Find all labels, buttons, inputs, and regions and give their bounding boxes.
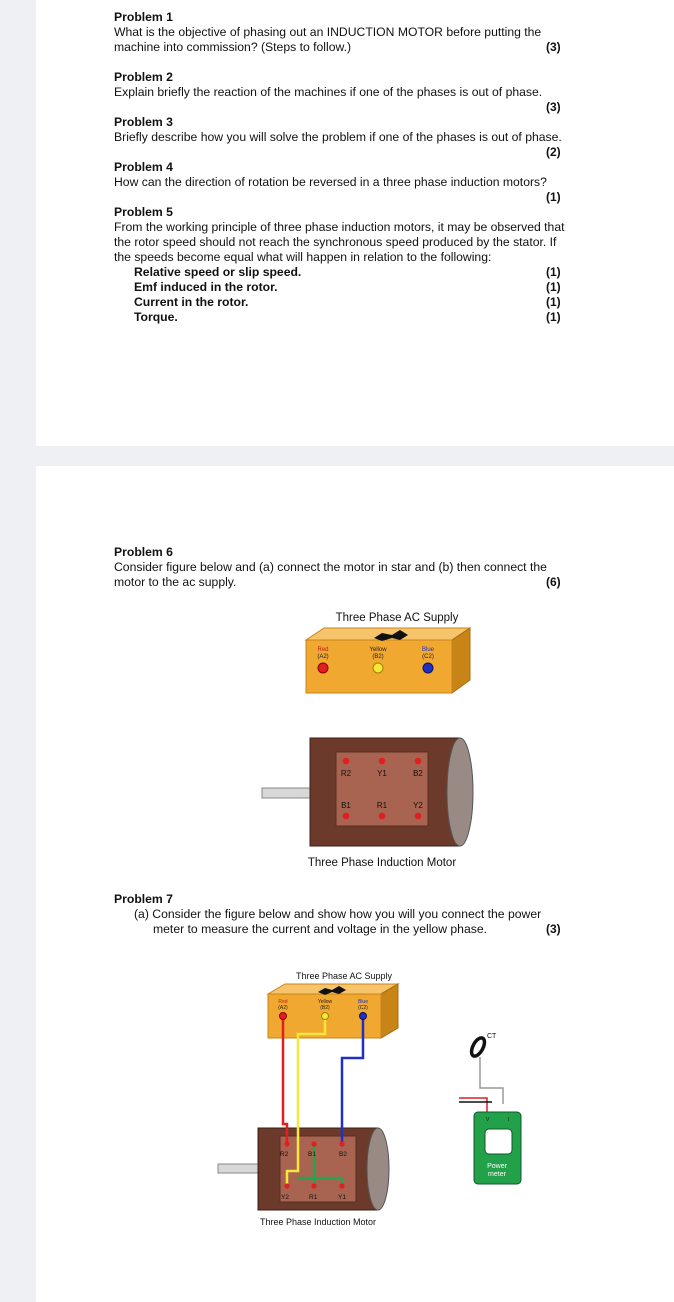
fig2-terminal-y1-dot (339, 1183, 344, 1188)
fig2-terminal-r2-dot (284, 1141, 289, 1146)
problem-3-marks: (2) (546, 145, 561, 159)
fig1-terminal-y2-dot (415, 813, 422, 820)
fig1-terminal-b1: B1 (341, 801, 351, 810)
document-page-2 (36, 466, 674, 1302)
problem-4-title: Problem 4 (114, 160, 173, 174)
fig2-meter-v-label: V (486, 1117, 490, 1123)
problem-5-item-4-marks: (1) (546, 310, 561, 324)
problem-5-item-3-marks: (1) (546, 295, 561, 309)
problem-3-title: Problem 3 (114, 115, 173, 129)
fig2-red-code: (A2) (278, 1005, 288, 1011)
fig1-terminal-y1: Y1 (377, 769, 387, 778)
fig2-blue-terminal (360, 1013, 367, 1020)
problem-4-marks: (1) (546, 190, 561, 204)
problem-6-title: Problem 6 (114, 545, 173, 559)
problem-4-text: How can the direction of rotation be reversed in a three phase induction motors? (114, 175, 547, 189)
problem-5-title: Problem 5 (114, 205, 173, 219)
fig2-terminal-box (280, 1136, 356, 1202)
fig2-terminal-b2-dot (339, 1141, 344, 1146)
figure-1-diagram (36, 466, 674, 886)
fig2-red-terminal (280, 1013, 287, 1020)
fig2-ct-clamp-icon (469, 1036, 487, 1058)
problem-1-text-line-1: What is the objective of phasing out an INDUCTION MOTOR before putting the (114, 25, 542, 39)
fig2-supply-box-top (268, 984, 398, 994)
fig1-blue-code: (C2) (422, 654, 434, 660)
fig2-terminal-r2: R2 (280, 1151, 289, 1158)
fig2-ct-label: CT (487, 1033, 497, 1040)
fig1-supply-box-side (452, 628, 470, 693)
fig2-supply-title: Three Phase AC Supply (295, 971, 393, 981)
fig2-terminal-y1: Y1 (338, 1194, 346, 1201)
fig2-meter-i-label: I (508, 1117, 510, 1123)
problem-2-marks: (3) (546, 100, 561, 114)
fig2-terminal-b1: B1 (308, 1151, 316, 1158)
fig1-yellow-label: Yellow (369, 647, 387, 653)
problem-1-marks: (3) (546, 40, 561, 54)
figure-2-diagram (36, 946, 674, 1236)
fig1-red-code: (A2) (317, 654, 329, 660)
problem-3-text: Briefly describe how you will solve the problem if one of the phases is out of phase. (114, 130, 562, 144)
fig2-yellow-code: (B2) (320, 1005, 330, 1011)
problem-5-item-3: Current in the rotor. (134, 295, 249, 309)
problem-5-text-line-2: the rotor speed should not reach the synchronous speed produced by the stator. If (114, 235, 557, 249)
fig2-yellow-terminal (322, 1013, 329, 1020)
fig2-terminal-r1: R1 (309, 1194, 318, 1201)
fig2-yellow-label: Yellow (317, 999, 333, 1005)
fig2-terminal-y2: Y2 (281, 1194, 289, 1201)
fig2-meter-label-2: meter (488, 1171, 506, 1178)
fig1-yellow-terminal (373, 663, 383, 673)
fig1-terminal-r1: R1 (376, 801, 388, 810)
fig1-red-label: Red (317, 647, 329, 653)
fig1-terminal-r2-dot (343, 758, 350, 765)
fig1-terminal-r2: R2 (340, 769, 352, 778)
fig1-motor-end-cap (447, 738, 473, 846)
fig2-power-meter-display (485, 1129, 512, 1154)
problem-1-text-line-2: machine into commission? (Steps to follow.) (114, 40, 352, 54)
fig1-motor-title: Three Phase Induction Motor (307, 857, 457, 869)
fig1-blue-label: Blue (421, 647, 435, 653)
fig2-motor-end-cap (367, 1128, 389, 1210)
fig1-yellow-code: (B2) (372, 654, 384, 660)
fig2-blue-label: Blue (357, 999, 369, 1005)
problem-6-text-line-2: motor to the ac supply. (114, 575, 237, 589)
document-page-1 (36, 0, 674, 446)
problem-2-text: Explain briefly the reaction of the machines if one of the phases is out of phase. (114, 85, 543, 99)
fig1-terminal-b1-dot (343, 813, 350, 820)
fig2-motor-shaft (218, 1164, 258, 1173)
fig1-terminal-r1-dot (379, 813, 386, 820)
problem-7-text-line-1: (a) Consider the figure below and show how you will you connect the power (134, 907, 542, 921)
fig1-terminal-b2-dot (415, 758, 422, 765)
problem-7-marks: (3) (546, 922, 561, 936)
fig1-terminal-b2: B2 (413, 769, 423, 778)
fig1-terminal-y1-dot (379, 758, 386, 765)
problem-5-item-2: Emf induced in the rotor. (134, 280, 278, 294)
fig2-meter-label-1: Power (487, 1163, 507, 1170)
problem-5-item-2-marks: (1) (546, 280, 561, 294)
problem-7-text-line-2: meter to measure the current and voltage in the yellow phase. (153, 922, 487, 936)
fig2-ct-lead (480, 1057, 503, 1104)
problem-6-marks: (6) (546, 575, 561, 589)
problem-5-text-line-1: From the working principle of three phase induction motors, it may be observed that (114, 220, 565, 234)
fig1-red-terminal (318, 663, 328, 673)
problem-5-item-1-marks: (1) (546, 265, 561, 279)
problem-2-title: Problem 2 (114, 70, 173, 84)
fig1-terminal-y2: Y2 (413, 801, 423, 810)
fig2-terminal-b1-dot (311, 1141, 316, 1146)
fig1-motor-shaft (262, 788, 310, 798)
problem-6-text-line-1: Consider figure below and (a) connect the motor in star and (b) then connect the (114, 560, 547, 574)
fig2-terminal-y2-dot (284, 1183, 289, 1188)
problem-5-item-4: Torque. (134, 310, 178, 324)
problem-5-item-1: Relative speed or slip speed. (134, 265, 302, 279)
fig2-terminal-r1-dot (311, 1183, 316, 1188)
problem-7-title: Problem 7 (114, 892, 173, 906)
problem-1-title: Problem 1 (114, 10, 173, 24)
fig1-supply-title: Three Phase AC Supply (335, 612, 459, 624)
fig2-motor-title: Three Phase Induction Motor (259, 1217, 377, 1227)
fig2-supply-box-side (381, 984, 398, 1038)
fig1-blue-terminal (423, 663, 433, 673)
problem-5-text-line-3: the speeds become equal what will happen in relation to the following: (114, 250, 492, 264)
fig2-blue-code: (C2) (358, 1005, 368, 1011)
fig2-terminal-b2: B2 (339, 1151, 347, 1158)
fig2-red-label: Red (278, 999, 288, 1005)
